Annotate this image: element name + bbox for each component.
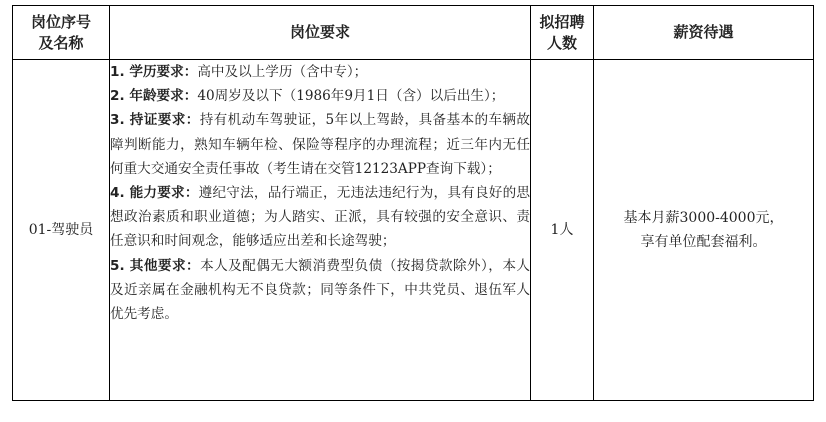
requirement-text: 遵纪守法，品行端正，无违法违纪行为，具有良好的思想政治素质和职业道德；为人踏实、正派，具有较强的安全意识、责任意识和时间观念，能够适应出差和长途驾驶； [110,185,530,250]
salary-line1: 基本月薪3000-4000元， [623,210,784,226]
cell-salary [594,60,814,401]
header-position-line2: 及名称 [38,33,84,52]
cell-requirements [110,60,531,401]
header-count [531,6,594,60]
requirement-label: 3. 持证要求： [110,112,200,129]
requirement-text: 本人及配偶无大额消费型负债（按揭贷款除外），本人及近亲属在金融机构无不良贷款；同等条件下，中共党员、退伍军人优先考虑。 [110,257,530,323]
requirement-other [110,254,530,327]
header-count-line1: 拟招聘 [539,12,585,31]
requirement-license [110,108,530,181]
header-salary: 薪资待遇 [594,6,814,60]
requirement-text: 40周岁及以下（1986年9月1日（含）以后出生）； [197,88,505,105]
salary-line2: 享有单位配套福利。 [640,234,767,250]
header-requirements: 岗位要求 [110,6,531,60]
table-row [13,60,814,401]
job-table [12,5,814,401]
requirement-text: 持有机动车驾驶证，5年以上驾龄，具备基本的车辆故障判断能力，熟知车辆年检、保险等程序的办理流程；近三年内无任何重大交通安全责任事故（考生请在交管12123APP查询下载）； [110,112,530,177]
requirement-label: 5. 其他要求： [110,257,201,274]
header-row [13,6,814,60]
requirement-text: 高中及以上学历（含中专）； [197,64,368,80]
requirement-label: 1. 学历要求： [110,64,198,80]
header-position-line1: 岗位序号 [30,12,91,31]
cell-count: 1人 [531,60,594,401]
requirement-ability [110,181,530,254]
header-position [13,6,110,60]
cell-position: 01-驾驶员 [13,60,110,401]
requirement-label: 2. 年龄要求： [110,88,198,105]
header-count-line2: 人数 [546,33,577,52]
requirement-education [110,60,530,84]
requirement-label: 4. 能力要求： [110,185,199,202]
requirement-age [110,84,530,108]
